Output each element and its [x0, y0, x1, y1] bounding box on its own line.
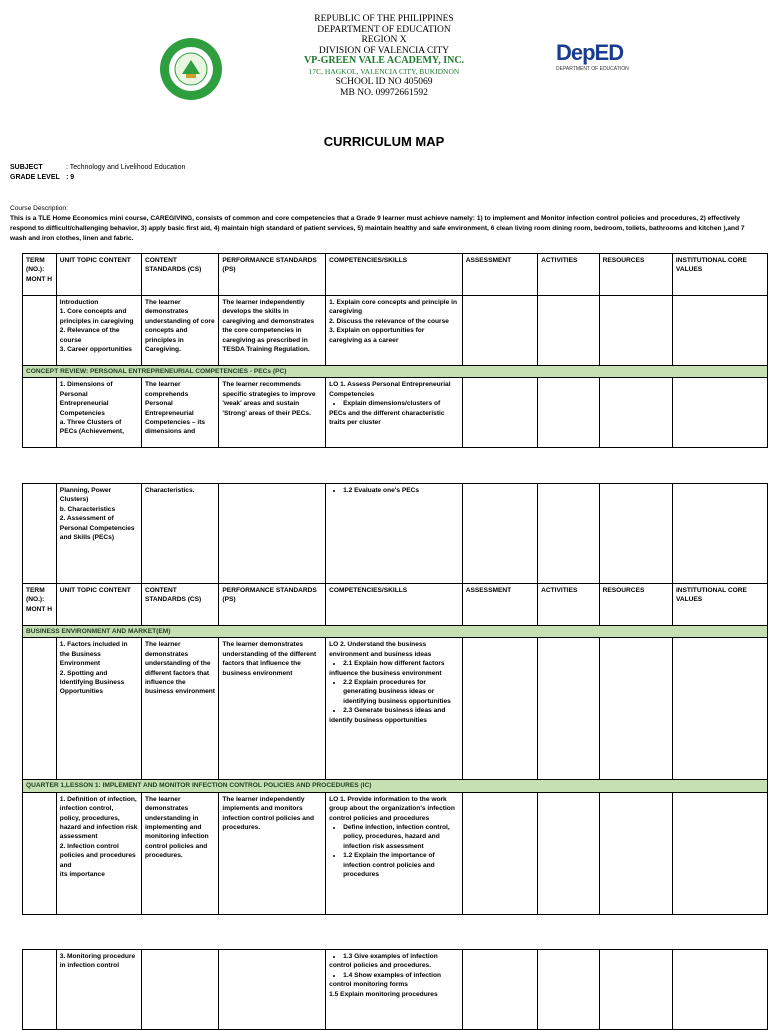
subject-label: SUBJECT — [10, 164, 43, 171]
school-seal-icon — [158, 36, 224, 102]
col-ps: PERFORMANCE STANDARDS (PS) — [219, 254, 326, 296]
republic-line: REPUBLIC OF THE PHILIPPINES — [314, 14, 454, 24]
table-row — [23, 638, 768, 780]
ps-cell: The learner demonstrates understanding of the different factors that influence the business environment — [219, 638, 326, 780]
region-line: REGION X — [361, 35, 407, 45]
school-id: SCHOOL ID NO 405069 — [335, 77, 433, 87]
course-text: This is a TLE Home Economics mini course, CAREGIVING, consists of common and core competencies that a Grade 9 learner must achieve namely: 1) to implement and Monitor infection control policies and procedures, 2) effectively respond to difficult/challenging behavior, 3) apply basic first aid, 4) maintain high standard of patient services, 5) maintain healthy and safe environment, 6 clean living room dining room, bedroom, toilets, bathrooms and kitchen ),and 7 wash and iron clothes, linen and fabric. — [10, 215, 745, 242]
col-activities: ACTIVITIES — [538, 254, 600, 296]
letterhead — [0, 14, 768, 98]
comp-cell: LO 2. Understand the business environment and business ideas • 2.1 Explain how different factors influence the business environment • 2.2 Explain procedures for generating business ideas or identifying business opportunities • 2.3 Generate business ideas and identify business opportunities — [326, 638, 463, 780]
unit-cell: 1. Dimensions of Personal Entrepreneurial Competencies a. Three Clusters of PECs (Achievement, — [56, 378, 141, 448]
comp-cell: LO 1. Provide information to the work group about the organization's infection control policies and procedures • Define infection, infection control, policy, procedures, hazard and infection risk assessment • 1.2 Explain the importance of infection control policies and procedures — [326, 792, 463, 914]
cs-cell: The learner demonstrates understanding in implementing and monitoring infection control policies and procedures. — [141, 792, 218, 914]
unit-cell: 1. Factors included in the Business Environment 2. Spotting and Identifying Business Opportunities — [56, 638, 141, 780]
subject-value: : Technology and Livelihood Education — [66, 164, 186, 171]
school-name: VP-GREEN VALE ACADEMY, INC. — [303, 55, 465, 66]
school-address: 17C, HAGKOL, VALENCIA CITY, BUKIDNON — [308, 66, 460, 76]
curriculum-table-2 — [22, 483, 768, 915]
comp-cell: • 1.2 Evaluate one's PECs — [326, 484, 463, 584]
header-row: TERM (NO.): MONT H UNIT TOPIC CONTENT CONTENT STANDARDS (CS) PERFORMANCE STANDARDS (PS) COMPETENCIES/SKILLS ASSESSMENT ACTIVITIES RESOURCES INSTITUTIONAL CORE VALUES — [23, 584, 768, 626]
ps-cell: The learner independently implements and monitors infection control policies and procedures. — [219, 792, 326, 914]
curriculum-table-1 — [22, 253, 768, 448]
cs-cell: The learner demonstrates understanding of core concepts and principles in Caregiving. — [142, 296, 219, 366]
grade-value: : 9 — [66, 174, 75, 181]
deped-line: DEPARTMENT OF EDUCATION — [317, 24, 451, 35]
table-row — [23, 484, 768, 584]
deped-subtitle: DEPARTMENT OF EDUCATION — [556, 66, 629, 72]
ps-cell: The learner recommends specific strategies to improve 'weak' areas and sustain 'Strong' areas of their PECs. — [219, 378, 326, 448]
page-title: CURRICULUM MAP — [323, 134, 445, 149]
table-row — [23, 792, 768, 914]
section-band: QUARTER 1,LESSON 1: IMPLEMENT AND MONITOR INFECTION CONTROL POLICIES AND PROCEDURES (IC) — [23, 780, 768, 792]
comp-cell: • 1.3 Give examples of infection control policies and procedures. • 1.4 Show examples of infection control monitoring forms 1.5 Explain monitoring procedures — [326, 950, 463, 1030]
col-unit: UNIT TOPIC CONTENT — [56, 254, 141, 296]
course-description — [10, 204, 760, 244]
deped-wordmark: DepED — [556, 40, 624, 65]
unit-cell: 3. Monitoring procedure in infection control — [56, 950, 141, 1030]
curriculum-table-3 — [22, 949, 768, 1030]
division-line: DIVISION OF VALENCIA CITY — [318, 45, 450, 56]
subject-row — [10, 164, 185, 171]
col-resources: RESOURCES — [599, 254, 672, 296]
col-term: TERM (NO.): MONT H — [23, 254, 57, 296]
header-row — [23, 254, 768, 296]
grade-label: GRADE LEVEL — [10, 174, 60, 181]
table-row — [23, 378, 768, 448]
deped-logo — [556, 40, 632, 80]
section-band: BUSINESS ENVIRONMENT AND MARKET(EM) — [23, 626, 768, 638]
comp-cell: 1. Explain core concepts and principle in caregiving 2. Discuss the relevance of the course 3. Explain on opportunities for caregiving as a career — [326, 296, 463, 366]
band-label: CONCEPT REVIEW: PERSONAL ENTREPRENEURIAL COMPETENCIES - PECs (PC) — [23, 366, 768, 378]
unit-cell: Planning, Power Clusters) b. Characteristics 2. Assessment of Personal Competencies and Skills (PECs) — [56, 484, 141, 584]
unit-cell: 1. Definition of infection, infection control, policy, procedures, hazard and infection risk assessment 2. Infection control policies and procedures and its importance — [56, 792, 141, 914]
cs-cell: The learner comprehends Personal Entrepreneurial Competencies – its dimensions and — [142, 378, 219, 448]
course-label: Course Description: — [10, 205, 68, 212]
table-row — [23, 950, 768, 1030]
cs-cell: Characteristics. — [141, 484, 218, 584]
comp-cell: LO 1. Assess Personal Entrepreneurial Competencies • Explain dimensions/clusters of PECs and the different characteristic traits per cluster — [326, 378, 463, 448]
col-cs: CONTENT STANDARDS (CS) — [142, 254, 219, 296]
unit-cell: Introduction 1. Core concepts and principles in caregiving 2. Relevance of the course 3. Career opportunities — [56, 296, 141, 366]
ps-cell: The learner independently develops the skills in caregiving and demonstrates the core competencies in caregiving as prescribed in TESDA Training Regulation. — [219, 296, 326, 366]
col-values: INSTITUTIONAL CORE VALUES — [672, 254, 767, 296]
grade-row — [10, 174, 74, 181]
section-band — [23, 366, 768, 378]
col-assessment: ASSESSMENT — [462, 254, 537, 296]
col-comp: COMPETENCIES/SKILLS — [326, 254, 463, 296]
mb-number: MB NO. 09972661592 — [340, 87, 428, 98]
cs-cell: The learner demonstrates understanding of the different factors that influence the business environment — [141, 638, 218, 780]
table-row — [23, 296, 768, 366]
